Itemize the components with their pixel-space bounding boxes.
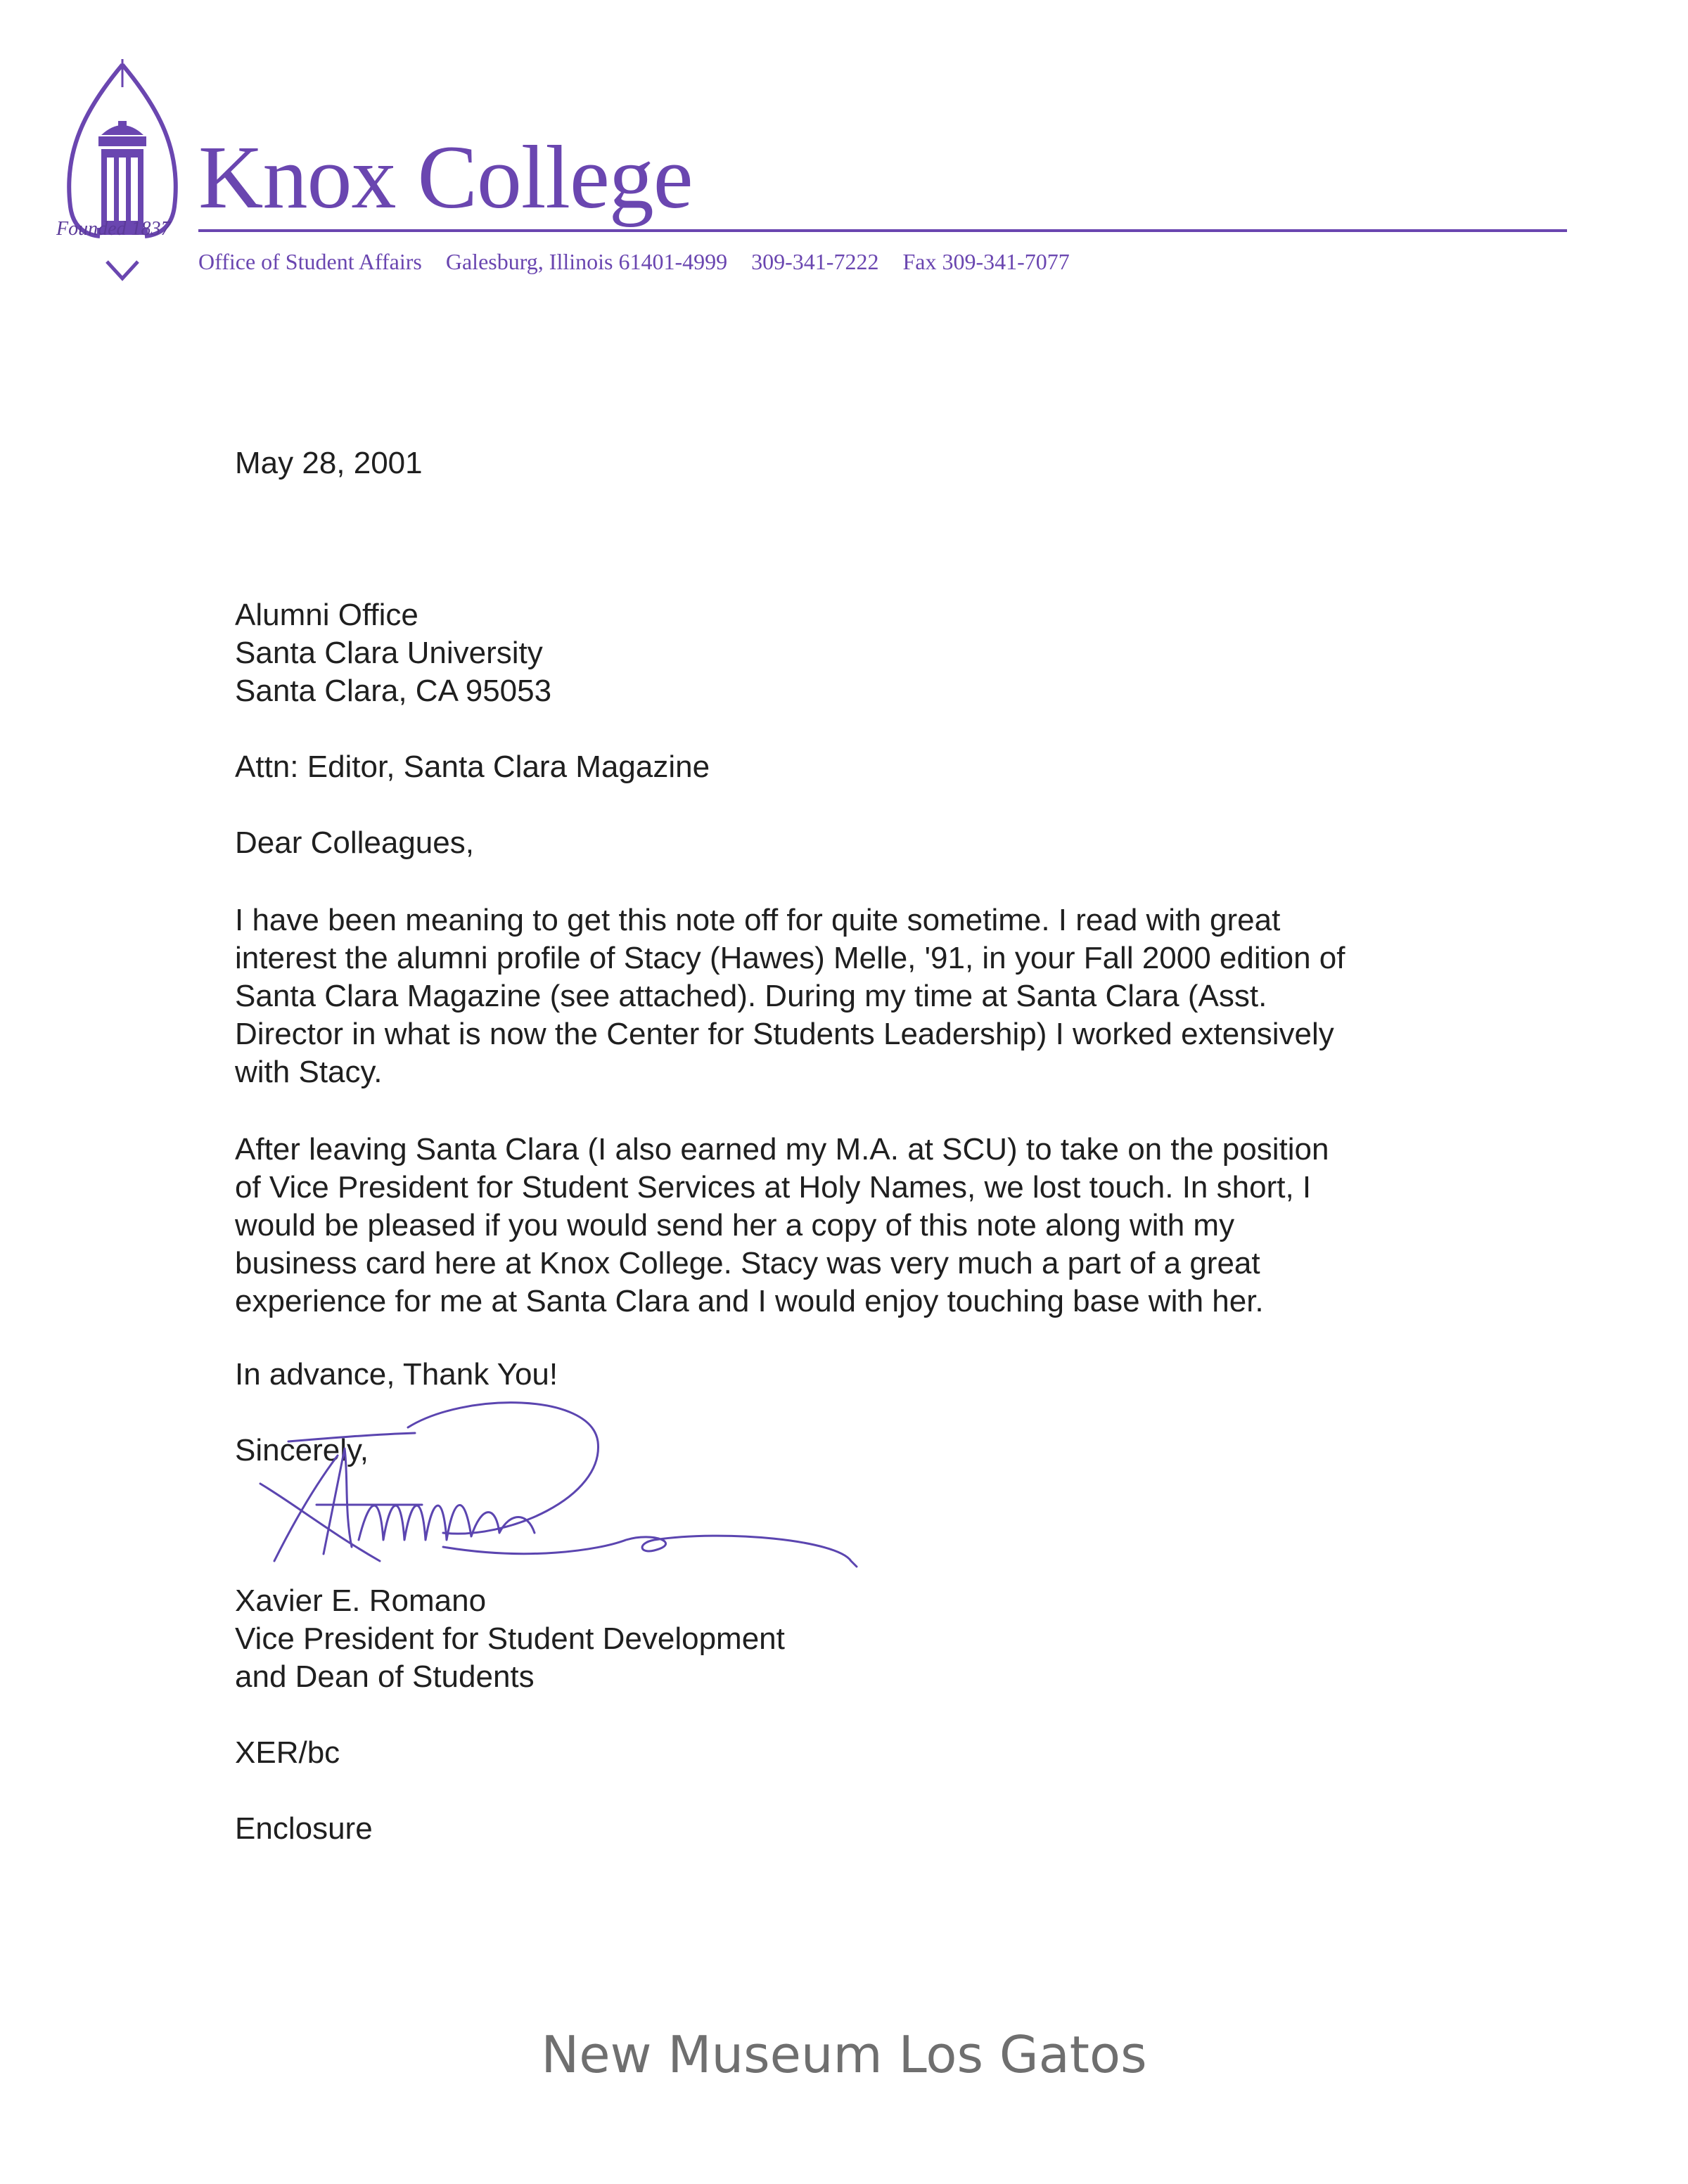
office-name: Office of Student Affairs	[198, 249, 422, 274]
paragraph-2	[235, 1131, 1445, 1321]
paragraph-line: After leaving Santa Clara (I also earned my M.A. at SCU) to take on the position	[235, 1132, 1329, 1167]
signature-image	[232, 1399, 893, 1589]
signer-name: Xavier E. Romano	[235, 1584, 487, 1618]
letter-date: May 28, 2001	[235, 446, 423, 480]
paragraph-line: of Vice President for Student Services at Holy Names, we lost touch. In short, I	[235, 1170, 1312, 1205]
thanks-line: In advance, Thank You!	[235, 1357, 558, 1392]
salutation: Dear Colleagues,	[235, 826, 474, 860]
watermark-text: New Museum Los Gatos	[541, 2025, 1147, 2084]
knox-college-logo	[58, 59, 191, 284]
attention-line: Attn: Editor, Santa Clara Magazine	[235, 750, 710, 784]
college-name: Knox College	[198, 127, 693, 227]
paragraph-line: interest the alumni profile of Stacy (Hawes) Melle, '91, in your Fall 2000 edition of	[235, 941, 1345, 975]
closing: Sincerely,	[235, 1433, 369, 1467]
office-phone: 309-341-7222	[751, 249, 879, 274]
letterhead-rule	[198, 229, 1567, 232]
letterhead-contact	[198, 249, 1088, 275]
office-address: Galesburg, Illinois 61401-4999	[445, 249, 728, 274]
founded-label: Founded 1837	[56, 218, 171, 240]
reference-initials: XER/bc	[235, 1735, 340, 1770]
recipient-line-3: Santa Clara, CA 95053	[235, 674, 552, 708]
paragraph-1	[235, 901, 1445, 1091]
signer-title-2: and Dean of Students	[235, 1659, 535, 1694]
paragraph-line: I have been meaning to get this note off for quite sometime. I read with great	[235, 903, 1281, 937]
paragraph-line: experience for me at Santa Clara and I would enjoy touching base with her.	[235, 1284, 1264, 1318]
signer-title-1: Vice President for Student Development	[235, 1621, 785, 1656]
paragraph-line: with Stacy.	[235, 1055, 383, 1089]
recipient-line-1: Alumni Office	[235, 598, 418, 632]
recipient-line-2: Santa Clara University	[235, 636, 543, 670]
paragraph-line: would be pleased if you would send her a copy of this note along with my	[235, 1208, 1235, 1242]
office-fax: Fax 309-341-7077	[902, 249, 1070, 274]
paragraph-line: Director in what is now the Center for Students Leadership) I worked extensively	[235, 1017, 1334, 1051]
enclosure-note: Enclosure	[235, 1811, 373, 1846]
paragraph-line: Santa Clara Magazine (see attached). During my time at Santa Clara (Asst.	[235, 979, 1267, 1013]
paragraph-line: business card here at Knox College. Stacy was very much a part of a great	[235, 1246, 1260, 1280]
